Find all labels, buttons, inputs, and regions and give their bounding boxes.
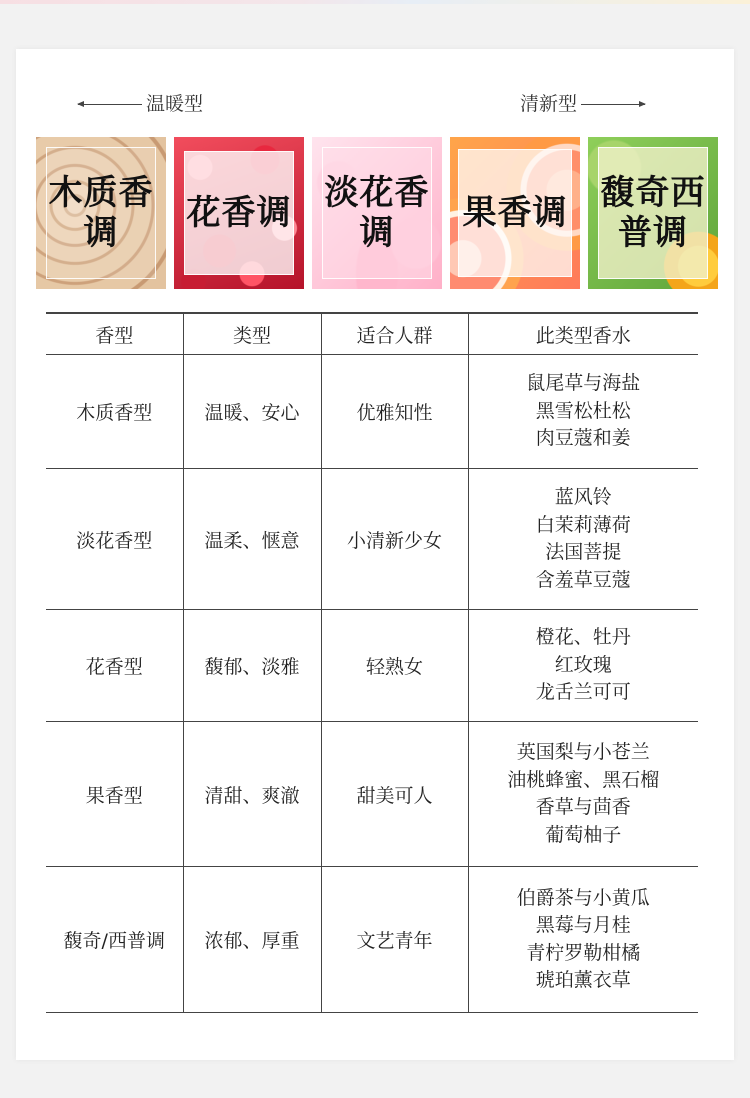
cell-category: 温柔、惬意 [183, 469, 321, 610]
perfume-name: 香草与茴香 [535, 796, 631, 818]
cell-perfumes [468, 610, 698, 722]
tile-title: 果香调 [462, 193, 568, 233]
perfume-name: 葡萄柚子 [545, 823, 622, 846]
perfume-name: 蓝风铃 [554, 486, 612, 508]
cell-category: 温暖、安心 [183, 355, 321, 469]
perfume-name: 油桃蜂蜜、黑石榴 [507, 768, 660, 791]
tile-title: 淡花香调 [324, 173, 430, 253]
cell-type: 花香型 [46, 610, 183, 722]
header-perfumes: 此类型香水 [468, 313, 698, 355]
perfume-name: 伯爵茶与小黄瓜 [516, 886, 650, 909]
header-audience: 适合人群 [321, 313, 468, 355]
header-type: 香型 [46, 313, 183, 355]
cell-type: 果香型 [46, 722, 183, 867]
fresh-label-text: 清新型 [520, 93, 578, 115]
warm-scale-label [78, 92, 203, 116]
perfume-name: 含羞草豆蔻 [535, 568, 631, 591]
perfume-name: 肉豆蔻和姜 [535, 427, 631, 450]
cell-category: 清甜、爽澈 [183, 722, 321, 867]
right-arrow-icon [581, 104, 645, 105]
table-header-row [46, 313, 698, 355]
perfume-name: 鼠尾草与海盐 [526, 372, 641, 395]
cell-audience: 轻熟女 [321, 610, 468, 722]
tile-frame [458, 149, 572, 277]
perfume-name: 白茉莉薄荷 [535, 513, 631, 536]
fresh-scale-label [520, 92, 645, 116]
perfume-name: 龙舌兰可可 [535, 681, 631, 704]
perfume-name: 青柠罗勒柑橘 [526, 941, 641, 964]
tile-fruity [450, 137, 580, 289]
table-row [46, 355, 698, 469]
perfume-name: 黑莓与月桂 [535, 914, 631, 936]
tile-title: 花香调 [186, 193, 292, 233]
perfume-name: 琥珀薰衣草 [535, 969, 631, 991]
tile-title: 馥奇西普调 [600, 173, 706, 253]
table-row [46, 469, 698, 610]
cell-perfumes [468, 355, 698, 469]
warm-label-text: 温暖型 [146, 93, 204, 115]
perfume-name: 黑雪松杜松 [535, 399, 631, 422]
cell-perfumes [468, 722, 698, 867]
cell-type: 馥奇/西普调 [46, 867, 183, 1013]
tile-frame [322, 147, 432, 279]
tile-frame [598, 147, 708, 279]
cell-audience: 甜美可人 [321, 722, 468, 867]
cell-type: 淡花香型 [46, 469, 183, 610]
perfume-name: 橙花、牡丹 [535, 626, 631, 649]
cell-category: 馥郁、淡雅 [183, 610, 321, 722]
tile-light-floral [312, 137, 442, 289]
cell-audience: 优雅知性 [321, 355, 468, 469]
table-row [46, 867, 698, 1013]
tile-wood [36, 137, 166, 289]
header-category: 类型 [183, 313, 321, 355]
cell-audience: 文艺青年 [321, 867, 468, 1013]
left-arrow-icon [78, 104, 142, 105]
top-color-strip [0, 0, 750, 4]
tile-title: 木质香调 [48, 173, 154, 253]
perfume-name: 红玫瑰 [554, 653, 612, 676]
perfume-name: 英国梨与小苍兰 [516, 741, 650, 763]
cell-type: 木质香型 [46, 355, 183, 469]
cell-category: 浓郁、厚重 [183, 867, 321, 1013]
table-row [46, 610, 698, 722]
tile-frame [184, 151, 294, 275]
table-row [46, 722, 698, 867]
cell-audience: 小清新少女 [321, 469, 468, 610]
tile-floral [174, 137, 304, 289]
tile-frame [46, 147, 156, 279]
cell-perfumes [468, 469, 698, 610]
perfume-name: 法国菩提 [545, 541, 622, 563]
cell-perfumes [468, 867, 698, 1013]
tile-chypre [588, 137, 718, 289]
fragrance-table [46, 312, 698, 1013]
